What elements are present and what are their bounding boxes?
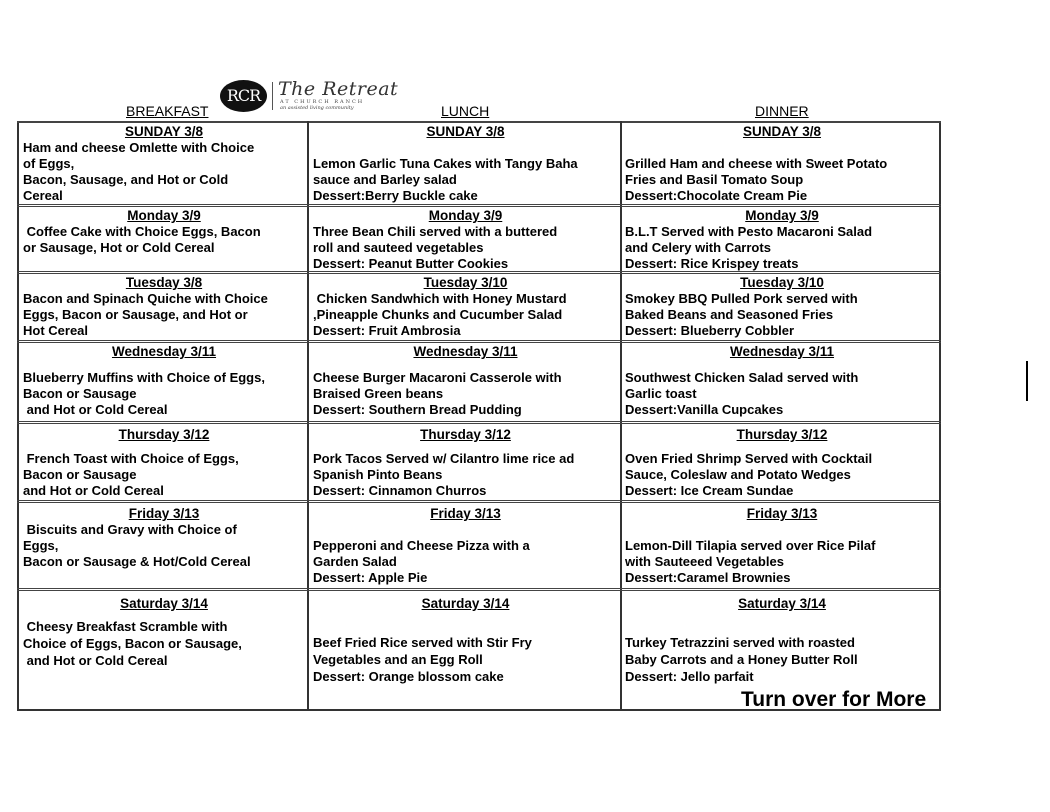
dinner-column-header: DINNER	[755, 103, 809, 119]
meal-description: B.L.T Served with Pesto Macaroni Salad and Celery with Carrots Dessert: Rice Krispey treats	[625, 224, 873, 271]
day-heading: Tuesday 3/10	[423, 275, 508, 290]
lunch-cell	[313, 344, 618, 418]
meal-description: French Toast with Choice of Eggs, Bacon or Sausage and Hot or Cold Cereal	[23, 451, 239, 498]
row-divider	[17, 588, 941, 591]
day-heading: Wednesday 3/11	[111, 344, 217, 359]
day-heading: Friday 3/13	[746, 506, 818, 521]
day-heading: SUNDAY 3/8	[426, 124, 505, 139]
dinner-cell	[625, 124, 939, 204]
lunch-cell	[313, 427, 618, 499]
meal-description: Oven Fried Shrimp Served with Cocktail Sauce, Coleslaw and Potato Wedges Dessert: Ice Cream Sundae	[625, 451, 873, 498]
day-heading: Friday 3/13	[430, 506, 501, 521]
day-heading: Tuesday 3/10	[740, 275, 824, 290]
breakfast-cell	[23, 208, 305, 256]
day-heading: Wednesday 3/11	[729, 344, 835, 359]
meal-description: Three Bean Chili served with a buttered roll and sauteed vegetables Dessert: Peanut Butter Cookies	[313, 224, 558, 271]
lunch-cell	[313, 596, 618, 685]
breakfast-cell	[23, 596, 305, 669]
dinner-cell	[625, 344, 939, 418]
meal-description: Chicken Sandwhich with Honey Mustard ,Pineapple Chunks and Cucumber Salad Dessert: Fruit Ambrosia	[313, 291, 567, 338]
breakfast-column-header: BREAKFAST	[126, 103, 209, 119]
lunch-cell	[313, 208, 618, 272]
day-heading: Thursday 3/12	[736, 427, 828, 442]
dinner-cell	[625, 427, 939, 499]
meal-description: Grilled Ham and cheese with Sweet Potato Fries and Basil Tomato Soup Dessert:Chocolate Cream Pie	[625, 156, 888, 203]
column-divider	[620, 121, 622, 711]
day-heading: Saturday 3/14	[120, 596, 208, 611]
meal-description: Pork Tacos Served w/ Cilantro lime rice ad Spanish Pinto Beans Dessert: Cinnamon Churros	[313, 451, 575, 498]
day-heading: SUNDAY 3/8	[742, 124, 822, 139]
day-heading: SUNDAY 3/8	[124, 124, 204, 139]
margin-mark	[1026, 361, 1028, 401]
meal-description: Turkey Tetrazzini served with roasted Baby Carrots and a Honey Butter Roll Dessert: Jello parfait	[625, 635, 858, 684]
meal-description: Biscuits and Gravy with Choice of Eggs, Bacon or Sausage & Hot/Cold Cereal	[23, 522, 251, 569]
logo-divider	[272, 82, 273, 110]
row-divider	[17, 340, 941, 343]
lunch-cell	[313, 124, 618, 204]
dinner-cell	[625, 596, 939, 685]
meal-description: Pepperoni and Cheese Pizza with a Garden Salad Dessert: Apple Pie	[313, 538, 530, 585]
day-heading: Saturday 3/14	[421, 596, 510, 611]
meal-description: Ham and cheese Omlette with Choice of Eggs, Bacon, Sausage, and Hot or Cold Cereal	[23, 140, 255, 203]
logo-subtitle: AT CHURCH RANCH	[280, 99, 365, 105]
day-heading: Thursday 3/12	[118, 427, 210, 442]
day-heading: Tuesday 3/8	[125, 275, 203, 290]
column-divider	[307, 121, 309, 711]
day-heading: Monday 3/9	[745, 208, 819, 223]
day-heading: Monday 3/9	[127, 208, 201, 223]
breakfast-cell	[23, 344, 305, 418]
lunch-cell	[313, 275, 618, 339]
dinner-cell	[625, 208, 939, 272]
day-heading: Wednesday 3/11	[413, 344, 518, 359]
dinner-cell	[625, 506, 939, 586]
meal-description: Cheese Burger Macaroni Casserole with Braised Green beans Dessert: Southern Bread Pudding	[313, 370, 562, 417]
breakfast-cell	[23, 506, 305, 570]
day-heading: Saturday 3/14	[738, 596, 826, 611]
logo-monogram: RCR	[220, 80, 267, 112]
meal-description: Lemon-Dill Tilapia served over Rice Pilaf with Sauteeed Vegetables Dessert:Caramel Brownies	[625, 538, 876, 585]
day-heading: Friday 3/13	[128, 506, 200, 521]
lunch-cell	[313, 506, 618, 586]
meal-description: Smokey BBQ Pulled Pork served with Baked Beans and Seasoned Fries Dessert: Blueberry Cobbler	[625, 291, 858, 338]
row-divider	[17, 421, 941, 424]
logo-name: The Retreat	[278, 78, 399, 100]
meal-description: Cheesy Breakfast Scramble with Choice of Eggs, Bacon or Sausage, and Hot or Cold Cereal	[23, 619, 242, 668]
meal-description: Beef Fried Rice served with Stir Fry Vegetables and an Egg Roll Dessert: Orange blossom cake	[313, 635, 532, 684]
breakfast-cell	[23, 124, 305, 204]
logo-tagline: an assisted living community	[280, 105, 354, 111]
day-heading: Monday 3/9	[428, 208, 503, 223]
day-heading: Thursday 3/12	[420, 427, 511, 442]
meal-description: Lemon Garlic Tuna Cakes with Tangy Baha sauce and Barley salad Dessert:Berry Buckle cake	[313, 156, 578, 203]
turn-over-note: Turn over for More	[741, 688, 927, 711]
meal-description: Bacon and Spinach Quiche with Choice Eggs, Bacon or Sausage, and Hot or Hot Cereal	[23, 291, 268, 338]
dinner-cell	[625, 275, 939, 339]
breakfast-cell	[23, 275, 305, 339]
meal-description: Coffee Cake with Choice Eggs, Bacon or Sausage, Hot or Cold Cereal	[23, 224, 261, 255]
lunch-column-header: LUNCH	[441, 103, 490, 119]
retreat-logo	[220, 80, 420, 114]
row-divider	[17, 204, 941, 207]
breakfast-cell	[23, 427, 305, 499]
row-divider	[17, 500, 941, 503]
meal-description: Blueberry Muffins with Choice of Eggs, Bacon or Sausage and Hot or Cold Cereal	[23, 370, 265, 417]
meal-description: Southwest Chicken Salad served with Garlic toast Dessert:Vanilla Cupcakes	[625, 370, 859, 417]
table-top-border	[17, 121, 941, 123]
